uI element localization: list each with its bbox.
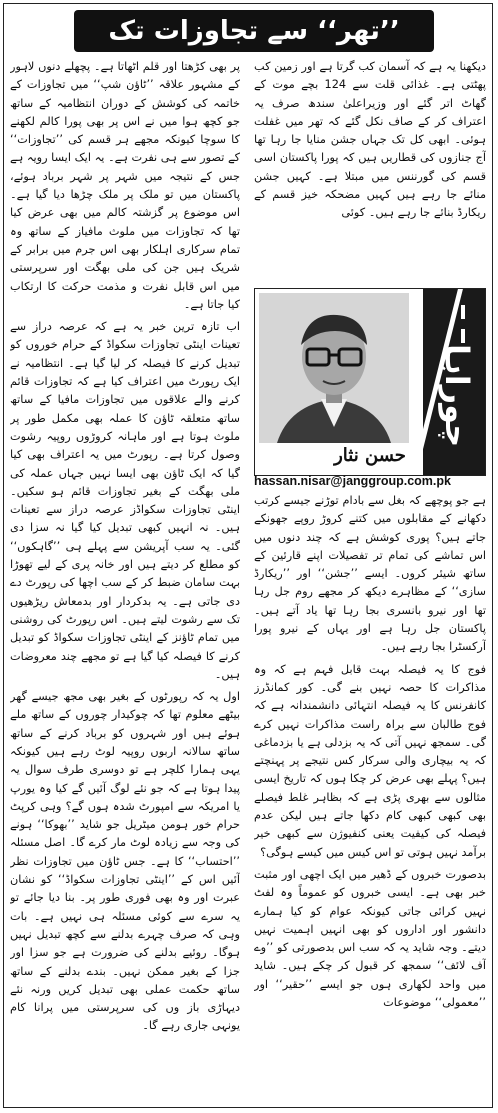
paragraph: بدصورت خبروں کے ڈھیر میں ایک اچھی اور مثبت خبر بھی ہے۔ ایسی خبروں کو عموماً وہ لفٹ نہیں کرائی جاتی کیونکہ عوام کو کیا ہمارے دانشور اور اداروں کو بھی انہیں اہمیت نہیں دیتے۔ وجہ شاید یہ کہ سب اس بدصورتی کو ’’وے آف لائف‘‘ سمجھ کر قبول کر چکے ہیں۔ شاید میں واحد لکھاری ہوں جو ایسے ’’حقیر‘‘ اور ’’معمولی‘‘ موضوعات (254, 867, 486, 1010)
column-logo-stripe (423, 289, 485, 476)
author-email: hassan.nisar@janggroup.com.pk (254, 474, 451, 488)
paragraph: فوج کا یہ فیصلہ بہت قابل فہم ہے کہ وہ مذاکرات کا حصہ نہیں بنے گی۔ کور کمانڈرز کانفرنس کا یہ فیصلہ انتہائی دانشمندانہ ہے کہ فوج طالبان سے براہ راست مذاکرات نہیں کرے گی۔ سمجھ نہیں آتی کہ یہ بزدلی ہے یا بزدماغی کہ یہ بیچاری والی سرکار کس نتیجے پر پہنچتے ہیں؟ پہلے بھی عرض کر چکا ہوں کہ تاریخ ایسی مثالوں سے بھری پڑی ہے کہ بظاہر غلط فیصلے بھی کبھی کبھی کام دکھا جاتے ہیں لیکن عدم فیصلہ کی کیفیت یعنی کنفیوژن سے کبھی خیر برآمد نہیں ہوتی تو اس کیس میں کیسے ہوگی؟ (254, 662, 486, 859)
paragraph: پر بھی کڑھتا اور قلم اٹھاتا ہے۔ پچھلے دنوں لاہور کے مشہور علاقہ ’’ٹاؤن شپ‘‘ میں تجاوزات کے خاتمہ کی کوشش کے دوران انتظامیہ کے ساتھ جو کچھ ہوا میں نے اس پر بھی پورا کالم لکھنے کا سوچا کیونکہ مجھے ہر قسم کی ’’تجاوزات‘‘ کے تصور سے ہی نفرت ہے۔ یہ ایک ایسا رویہ ہے جس کے نتیجہ میں شہر پر شہر برباد ہوئے، پاکستان میں تو ملک پر ملک چڑھا دیا گیا ہے۔ اس موضوع پر گزشتہ کالم میں بھی عرض کیا تھا کہ تجاوزات میں ملوث مافیاز کے ساتھ وہ تمام سرکاری اہلکار بھی اس جرم میں برابر کے شریک ہیں جن کی ملی بھگت اور سرپرستی میں اس قابل نفرت و مذمت حرکت کا ارتکاب کیا جاتا ہے۔ (10, 60, 240, 311)
left-column (10, 58, 240, 1103)
paragraph: اب تازہ ترین خبر یہ ہے کہ عرصہ دراز سے تعینات اینٹی تجاوزات سکواڈ کے حرام خوروں کو تبدیل کرنے کا فیصلہ کر لیا گیا ہے۔ انتظامیہ نے ایک رپورٹ میں اعتراف کیا ہے کہ تجاوزات قائم کرنے والے علاقوں میں تجاوزات مافیا کے ساتھ ساتھ متعلقہ ٹاؤن کا عملہ بھی مکمل طور پر ملوث ہوتا ہے اور ماہانہ کروڑوں روپیہ رشوت وصول کرتا ہے۔ رپورٹ میں یہ اعتراف بھی کیا گیا کہ ایک ٹاؤن بھی ایسا نہیں جہاں عملہ کی ملی بھگت کے بغیر تجاوزات قائم ہو سکیں۔ اینٹی تجاوزات سکواڈز عرصہ دراز سے تعینات ہیں۔ نہ انہیں کبھی تبدیل کیا گیا نہ سزا دی گئی۔ یہ سب آپریشن سے پہلے ہی ’’گاہکوں‘‘ کو مطلع کر دیتے ہیں اور خانہ پری کے لیے تھوڑا بہت سامان ضبط کر کے سب اچھا کی رپورٹ دے دی جاتی ہے۔ یہ بدکردار اور بدمعاش ریڑھیوں تک سے رشوت لیتے ہیں۔ اس رپورٹ کی روشنی میں تمام ٹاؤنز کے اینٹی تجاوزات سکواڈ کو تبدیل کرنے کا فیصلہ کیا گیا ہے تو مجھے چند معروضات ہیں۔ (10, 320, 240, 681)
author-name: حسن نثار (334, 445, 406, 466)
right-column-top (254, 58, 486, 288)
column-headline: ’’تھر‘‘ سے تجاوزات تک (74, 10, 434, 52)
column-header-box (254, 288, 486, 476)
paragraph: اول یہ کہ رپورٹوں کے بغیر بھی مجھ جیسے گھر بیٹھے معلوم تھا کہ چوکیدار چوروں کے ساتھ ملے ہوئے ہیں اور شہروں کو برباد کرنے کے ساتھ ساتھ سالانہ اربوں روپیہ لوٹ رہے ہیں کیونکہ یہی ہمارا کلچر ہے تو دوسری طرف سوال یہ پیدا ہوتا ہے کہ جو نئے لوگ آئیں گے کیا وہ یورپ یا امریکہ سے امپورٹ شدہ ہوں گے؟ وہی کرپٹ حرام خور ہومن میٹریل جو شاید ’’بھوکا‘‘ ہونے کی وجہ سے زیادہ لوٹ مار کرے گا۔ اصل مسئلہ ’’احتساب‘‘ کا ہے۔ جس ٹاؤن میں تجاوزات نظر آئیں اس کے ’’اینٹی تجاوزات سکواڈ‘‘ کو نشان عبرت اور وہ بھی فوری طور پر۔ بنا دیا جائے تو یہ سرے سے کوئی مسئلہ ہی نہیں ہے۔ بات وہی کہ صرف چہرے بدلنے سے کچھ تبدیل نہیں ہوگا۔ روئیے بدلنے کی ضرورت ہے جو سزا اور جزا کے بغیر ممکن نہیں۔ بندے بدلنے کے ساتھ ساتھ حکمت عملی بھی تبدیل کریں ورنہ نئے دیہاڑی باز وں کی سرپرستی میں پرانا کام یونہی جاری رہے گا۔ (10, 690, 240, 1033)
author-photo (259, 293, 409, 443)
column-logo: چوراہا (438, 344, 476, 448)
newspaper-column (3, 3, 493, 1108)
right-column-bottom (254, 492, 486, 1104)
paragraph: دیکھنا یہ ہے کہ آسمان کب گرتا ہے اور زمین کب پھٹتی ہے۔ غذائی قلت سے 124 بچے موت کے گھاٹ اتر گئے اور وزیراعلیٰ سندھ صرف یہ اعتراف کر کے صاف نکل گئے کہ تھر میں غفلت ہوئی۔ ابھی کل تک جہاں جشن منایا جا رہا تھا آج جنازوں کی قطاریں ہیں کہ پورا پاکستان اسی قسم کی گورننس میں مبتلا ہے۔ کہیں جشن منائے جا رہے ہیں کہیں مضحکہ خیز قسم کے ریکارڈ بنائے جا رہے ہیں۔ کوئی (254, 60, 486, 220)
paragraph: ہے جو پوچھے کہ بغل سے بادام توڑنے جیسے کرتب دکھانے کے مقابلوں میں کتنے کروڑ روپے جھونکے جاتے ہیں؟ پوری کوشش ہے کہ چند دنوں میں اس تماشے کی تمام تر تفصیلات اپنے قارئین کے ساتھ شیئر کروں۔ ایسے ’’جشن‘‘ اور ’’ریکارڈ سازی‘‘ کے مظاہرے دیکھ کر مجھے روم جل رہا تھا اور نیرو بانسری بجا رہا تھا یاد آتے ہیں۔ پاکستان جل رہا ہے اور یہاں کے نیرو پورا آرکسٹرا بجا رہے ہیں۔ (254, 494, 486, 654)
